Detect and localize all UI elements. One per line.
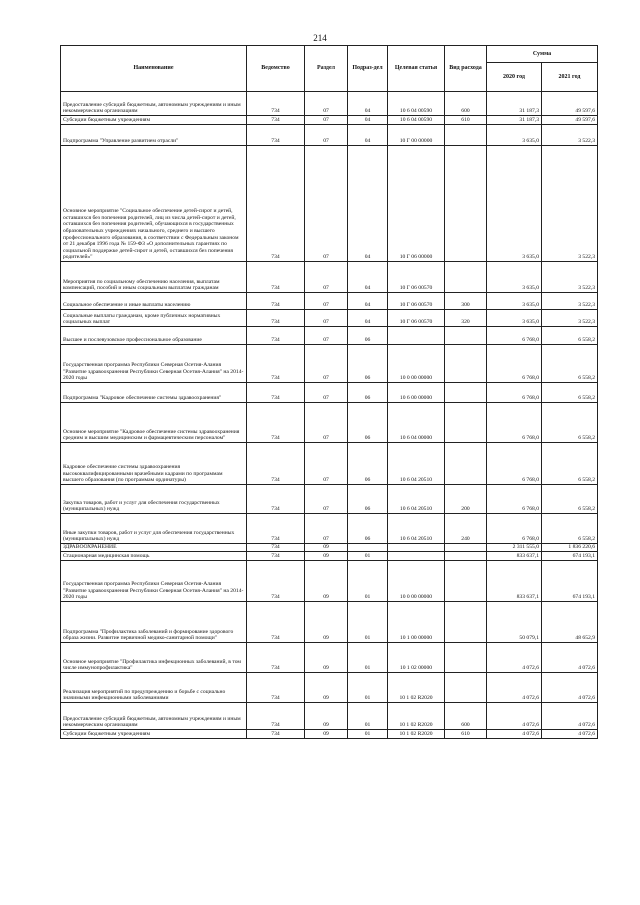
cell-section: 07 — [305, 310, 348, 327]
cell-2021: 4 072,6 — [542, 703, 598, 730]
cell-2021: 3 522,3 — [542, 262, 598, 293]
cell-target: 10 6 04 20510 — [388, 485, 445, 514]
cell-exp-type: 600 — [445, 703, 487, 730]
cell-subsection: 01 — [348, 703, 388, 730]
table-row — [61, 125, 598, 146]
cell-section: 07 — [305, 116, 348, 125]
cell-2021: 3 522,3 — [542, 146, 598, 262]
cell-dept: 734 — [247, 552, 305, 561]
cell-2020: 4 072,6 — [487, 673, 542, 703]
cell-2020: 3 635,0 — [487, 293, 542, 310]
cell-2020: 4 072,6 — [487, 730, 542, 739]
cell-2020: 6 768,0 — [487, 485, 542, 514]
table-row — [61, 485, 598, 514]
cell-target: 10 0 00 00000 — [388, 561, 445, 602]
cell-subsection: 04 — [348, 293, 388, 310]
cell-exp-type: 600 — [445, 92, 487, 116]
header-subsection: Подраз-дел — [348, 46, 388, 92]
cell-2021: 3 522,3 — [542, 125, 598, 146]
table-body — [61, 92, 598, 739]
cell-dept: 734 — [247, 146, 305, 262]
cell-subsection: 06 — [348, 443, 388, 485]
cell-2021: 4 072,6 — [542, 730, 598, 739]
cell-section: 09 — [305, 544, 348, 552]
cell-subsection: 01 — [348, 643, 388, 673]
cell-exp-type — [445, 552, 487, 561]
cell-dept: 734 — [247, 730, 305, 739]
table-row — [61, 345, 598, 383]
cell-target: 10 1 02 R2020 — [388, 730, 445, 739]
cell-exp-type — [445, 327, 487, 345]
cell-2021: 49 597,6 — [542, 92, 598, 116]
cell-section: 07 — [305, 146, 348, 262]
cell-2020: 3 635,0 — [487, 262, 542, 293]
cell-target: 10 1 02 00000 — [388, 643, 445, 673]
cell-section: 09 — [305, 730, 348, 739]
cell-2020: 6 768,0 — [487, 383, 542, 403]
cell-subsection: 01 — [348, 552, 388, 561]
cell-target — [388, 552, 445, 561]
cell-section: 09 — [305, 602, 348, 643]
cell-name: ЗДРАВООХРАНЕНИЕ — [61, 544, 247, 552]
cell-2021: 3 522,3 — [542, 310, 598, 327]
cell-name: Социальное обеспечение и иные выплаты населению — [61, 293, 247, 310]
cell-name: Мероприятия по социальному обеспечению населения, выплатам компенсаций, пособий и иным социальным выплатам гражданам — [61, 262, 247, 293]
cell-2021: 6 558,2 — [542, 403, 598, 443]
cell-name: Закупка товаров, работ и услуг для обеспечения государственных (муниципальных) нужд — [61, 485, 247, 514]
cell-name: Подпрограмма "Управление развитием отрасли" — [61, 125, 247, 146]
cell-exp-type — [445, 643, 487, 673]
table-row — [61, 602, 598, 643]
table-row — [61, 403, 598, 443]
cell-dept: 734 — [247, 703, 305, 730]
cell-2020: 6 768,0 — [487, 327, 542, 345]
cell-exp-type — [445, 383, 487, 403]
table-row — [61, 561, 598, 602]
cell-exp-type — [445, 146, 487, 262]
cell-2021: 4 072,6 — [542, 673, 598, 703]
cell-dept: 734 — [247, 514, 305, 544]
cell-section: 09 — [305, 643, 348, 673]
cell-2021: 49 597,6 — [542, 116, 598, 125]
cell-dept: 734 — [247, 403, 305, 443]
cell-target: 10 6 04 00000 — [388, 403, 445, 443]
cell-target: 10 Г 06 00570 — [388, 262, 445, 293]
cell-exp-type — [445, 443, 487, 485]
cell-2020: 833 637,1 — [487, 561, 542, 602]
cell-name: Субсидии бюджетным учреждениям — [61, 730, 247, 739]
cell-dept: 734 — [247, 327, 305, 345]
cell-subsection: 04 — [348, 146, 388, 262]
cell-dept: 734 — [247, 116, 305, 125]
cell-subsection: 06 — [348, 514, 388, 544]
cell-name: Основное мероприятие "Кадровое обеспечение системы здравоохранения средним и высшим медицинским и фармацевтическим персоналом" — [61, 403, 247, 443]
table-row — [61, 146, 598, 262]
cell-exp-type: 240 — [445, 514, 487, 544]
cell-2020: 4 072,6 — [487, 643, 542, 673]
cell-exp-type — [445, 561, 487, 602]
cell-name: Государственная программа Республики Северная Осетия-Алания "Развитие здравоохранения Республики Северная Осетия-Алания" на 2014-2020 годы — [61, 345, 247, 383]
cell-section: 07 — [305, 443, 348, 485]
cell-dept: 734 — [247, 544, 305, 552]
cell-2020: 3 635,0 — [487, 125, 542, 146]
cell-exp-type: 320 — [445, 310, 487, 327]
page-number: 214 — [313, 33, 327, 43]
header-target: Целевая статья — [388, 46, 445, 92]
cell-2020: 50 079,1 — [487, 602, 542, 643]
cell-exp-type — [445, 602, 487, 643]
cell-section: 07 — [305, 92, 348, 116]
cell-name: Основное мероприятие "Профилактика инфекционных заболеваний, в том числе иммунопрофилактика" — [61, 643, 247, 673]
cell-target: 10 6 04 00590 — [388, 116, 445, 125]
cell-dept: 734 — [247, 125, 305, 146]
cell-dept: 734 — [247, 293, 305, 310]
cell-dept: 734 — [247, 310, 305, 327]
cell-exp-type: 300 — [445, 293, 487, 310]
cell-section: 07 — [305, 125, 348, 146]
cell-2020: 31 187,3 — [487, 116, 542, 125]
cell-dept: 734 — [247, 345, 305, 383]
cell-section: 09 — [305, 552, 348, 561]
cell-2020: 31 187,3 — [487, 92, 542, 116]
cell-target: 10 Г 06 00000 — [388, 146, 445, 262]
cell-exp-type — [445, 345, 487, 383]
cell-subsection: 06 — [348, 485, 388, 514]
cell-dept: 734 — [247, 443, 305, 485]
cell-subsection: 04 — [348, 262, 388, 293]
cell-dept: 734 — [247, 602, 305, 643]
header-exp-type: Вид расхода — [445, 46, 487, 92]
header-section: Раздел — [305, 46, 348, 92]
cell-name: Стационарная медицинская помощь — [61, 552, 247, 561]
header-name: Наименование — [61, 46, 247, 92]
cell-subsection: 06 — [348, 383, 388, 403]
cell-2020: 6 768,0 — [487, 443, 542, 485]
cell-subsection: 04 — [348, 92, 388, 116]
cell-2020: 3 635,0 — [487, 310, 542, 327]
cell-section: 09 — [305, 673, 348, 703]
cell-target: 10 6 04 20510 — [388, 443, 445, 485]
cell-exp-type — [445, 262, 487, 293]
table-row — [61, 703, 598, 730]
cell-target: 10 1 02 R2020 — [388, 703, 445, 730]
cell-target: 10 6 04 00590 — [388, 92, 445, 116]
table-row — [61, 514, 598, 544]
cell-exp-type — [445, 673, 487, 703]
cell-name: Подпрограмма "Кадровое обеспечение системы здравоохранения" — [61, 383, 247, 403]
cell-2021: 674 193,1 — [542, 561, 598, 602]
cell-subsection: 06 — [348, 403, 388, 443]
cell-target: 10 6 00 00000 — [388, 383, 445, 403]
cell-2020: 4 072,6 — [487, 703, 542, 730]
table-row — [61, 116, 598, 125]
cell-name: Предоставление субсидий бюджетным, автономным учреждениям и иным некоммерческим организациям — [61, 703, 247, 730]
cell-dept: 734 — [247, 673, 305, 703]
header-2020: 2020 год — [487, 63, 542, 92]
cell-2020: 2 311 555,0 — [487, 544, 542, 552]
table-row — [61, 327, 598, 345]
cell-name: Субсидии бюджетным учреждениям — [61, 116, 247, 125]
header-2021: 2021 год — [542, 63, 598, 92]
cell-exp-type: 610 — [445, 116, 487, 125]
table-row — [61, 552, 598, 561]
table-row — [61, 383, 598, 403]
cell-dept: 734 — [247, 92, 305, 116]
table-row — [61, 310, 598, 327]
cell-subsection: 01 — [348, 730, 388, 739]
cell-name: Социальные выплаты гражданам, кроме публичных нормативных социальных выплат — [61, 310, 247, 327]
cell-2021: 6 558,2 — [542, 514, 598, 544]
header-dept: Ведомство — [247, 46, 305, 92]
table-row — [61, 293, 598, 310]
cell-dept: 734 — [247, 262, 305, 293]
cell-name: Иные закупки товаров, работ и услуг для обеспечения государственных (муниципальных) нужд — [61, 514, 247, 544]
cell-section: 07 — [305, 293, 348, 310]
cell-2021: 6 558,2 — [542, 443, 598, 485]
cell-target — [388, 327, 445, 345]
table-row — [61, 544, 598, 552]
cell-2021: 3 522,3 — [542, 293, 598, 310]
cell-2021: 6 558,2 — [542, 345, 598, 383]
table-row — [61, 673, 598, 703]
cell-section: 09 — [305, 703, 348, 730]
cell-subsection: 06 — [348, 327, 388, 345]
cell-2021: 4 072,6 — [542, 643, 598, 673]
cell-dept: 734 — [247, 485, 305, 514]
cell-dept: 734 — [247, 383, 305, 403]
cell-section: 07 — [305, 514, 348, 544]
cell-target — [388, 544, 445, 552]
cell-2021: 48 652,9 — [542, 602, 598, 643]
table-row — [61, 92, 598, 116]
cell-2020: 6 768,0 — [487, 403, 542, 443]
cell-name: Кадровое обеспечение системы здравоохранения высококвалифицированными врачебными кадрами по программам высшего образования (по программам ординатуры) — [61, 443, 247, 485]
cell-section: 07 — [305, 327, 348, 345]
cell-dept: 734 — [247, 561, 305, 602]
table-row — [61, 643, 598, 673]
cell-2020: 3 635,0 — [487, 146, 542, 262]
cell-target: 10 Г 06 00570 — [388, 293, 445, 310]
cell-target: 10 1 00 00000 — [388, 602, 445, 643]
cell-subsection: 04 — [348, 116, 388, 125]
cell-subsection: 04 — [348, 125, 388, 146]
cell-target: 10 0 00 00000 — [388, 345, 445, 383]
cell-2020: 6 768,0 — [487, 345, 542, 383]
cell-name: Предоставление субсидий бюджетным, автономным учреждениям и иным некоммерческим организациям — [61, 92, 247, 116]
cell-2021: 6 558,2 — [542, 327, 598, 345]
cell-2020: 833 637,1 — [487, 552, 542, 561]
cell-section: 07 — [305, 383, 348, 403]
cell-subsection: 06 — [348, 345, 388, 383]
cell-exp-type — [445, 403, 487, 443]
cell-subsection — [348, 544, 388, 552]
cell-section: 07 — [305, 485, 348, 514]
cell-section: 07 — [305, 345, 348, 383]
cell-2021: 1 836 220,6 — [542, 544, 598, 552]
cell-section: 07 — [305, 403, 348, 443]
cell-subsection: 04 — [348, 310, 388, 327]
cell-section: 07 — [305, 262, 348, 293]
cell-exp-type — [445, 544, 487, 552]
cell-exp-type: 610 — [445, 730, 487, 739]
cell-2021: 674 193,1 — [542, 552, 598, 561]
cell-2020: 6 768,0 — [487, 514, 542, 544]
cell-2021: 6 558,2 — [542, 485, 598, 514]
cell-name: Высшее и послевузовское профессиональное образование — [61, 327, 247, 345]
cell-exp-type — [445, 125, 487, 146]
cell-target: 10 6 04 20510 — [388, 514, 445, 544]
cell-subsection: 01 — [348, 602, 388, 643]
cell-exp-type: 200 — [445, 485, 487, 514]
header-sum: Сумма — [487, 46, 598, 63]
cell-subsection: 01 — [348, 561, 388, 602]
cell-target: 10 1 02 R2020 — [388, 673, 445, 703]
table-row — [61, 730, 598, 739]
cell-target: 10 Г 06 00570 — [388, 310, 445, 327]
cell-subsection: 01 — [348, 673, 388, 703]
table-row — [61, 443, 598, 485]
cell-name: Реализация мероприятий по предупреждению и борьбе с социально значимыми инфекционными заболеваниями — [61, 673, 247, 703]
cell-target: 10 Г 00 00000 — [388, 125, 445, 146]
table-row — [61, 262, 598, 293]
budget-table — [60, 45, 598, 739]
cell-dept: 734 — [247, 643, 305, 673]
cell-section: 09 — [305, 561, 348, 602]
cell-name: Основное мероприятие "Социальное обеспечение детей-сирот и детей, оставшихся без попечения родителей, лиц из числа детей-сирот и детей, оставшихся без попечения родителей, обучающихся в государственных образовательных учреждениях начального, среднего и высшего профессионального образования, в соответствии с Федеральным законом от 21 декабря 1996 года № 159-ФЗ «О дополнительных гарантиях по социальной поддержке детей-сирот и детей, оставшихся без попечения родителей»" — [61, 146, 247, 262]
cell-name: Подпрограмма "Профилактика заболеваний и формирование здорового образа жизни. Развитие первичной медико-санитарной помощи" — [61, 602, 247, 643]
cell-name: Государственная программа Республики Северная Осетия-Алания "Развитие здравоохранения Республики Северная Осетия-Алания" на 2014-2020 годы — [61, 561, 247, 602]
cell-2021: 6 558,2 — [542, 383, 598, 403]
